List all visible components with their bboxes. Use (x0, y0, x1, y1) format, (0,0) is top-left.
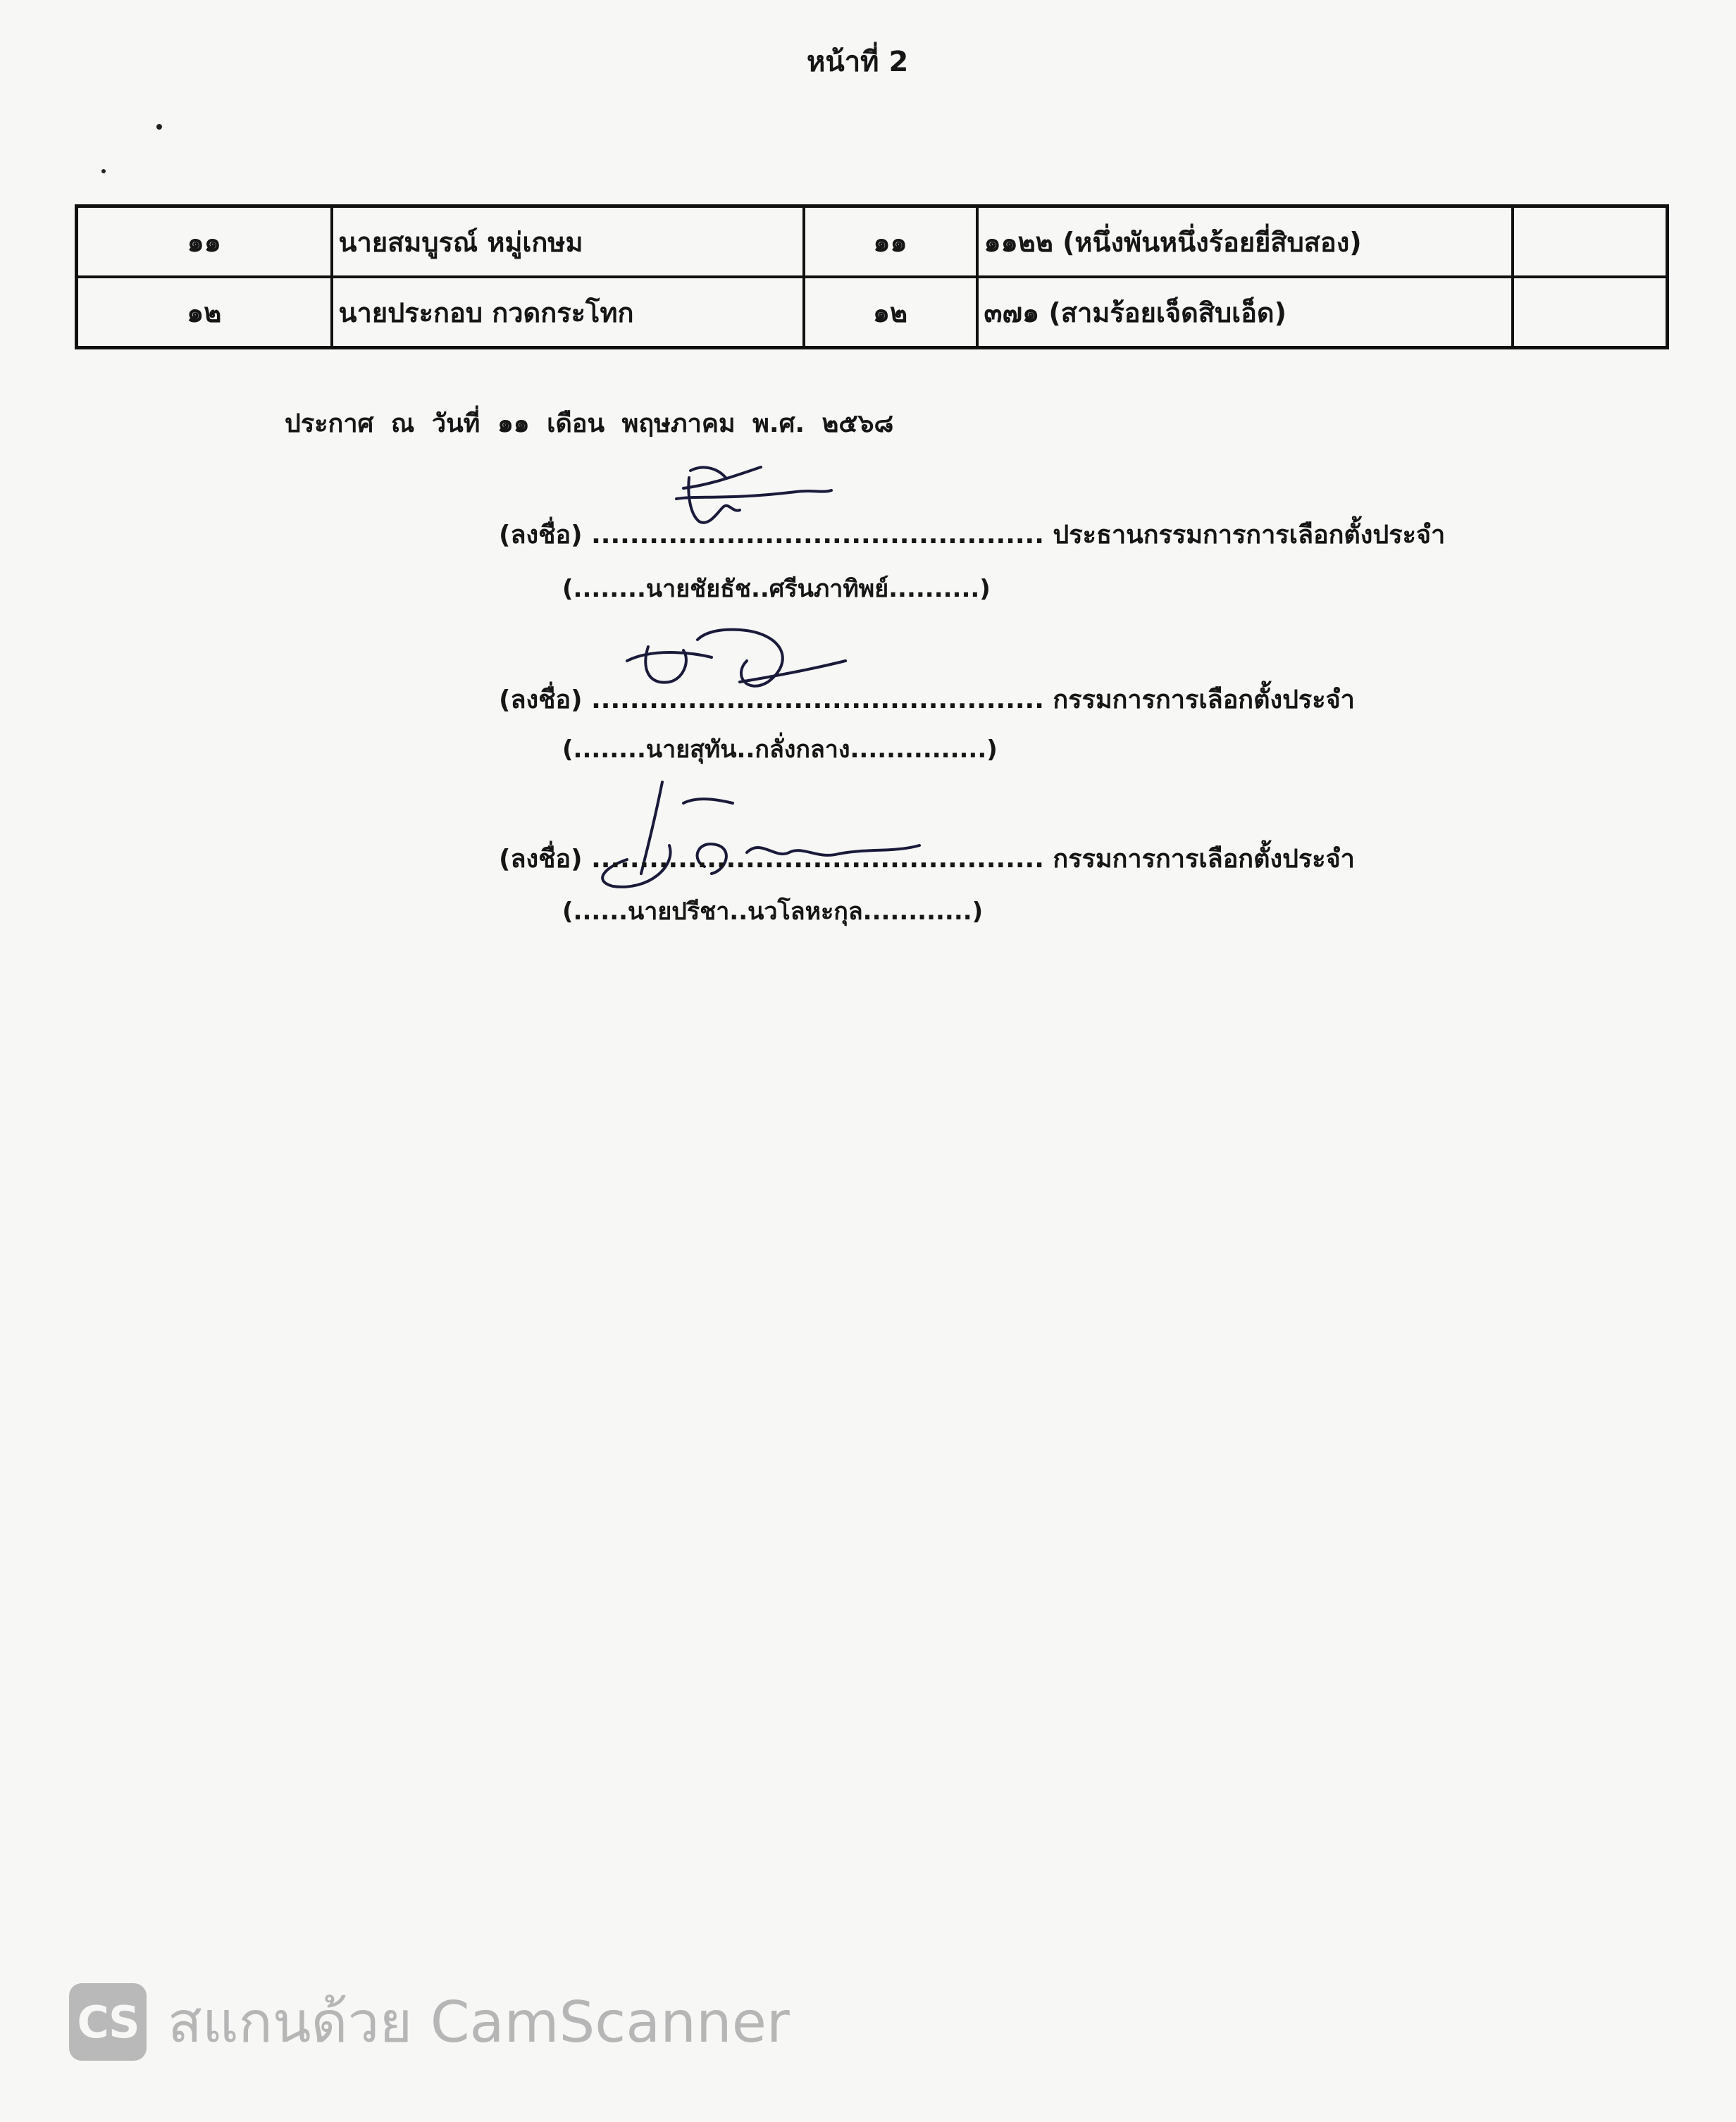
table-row (77, 277, 1668, 348)
scan-speck (101, 169, 106, 173)
row-order-cell: ๑๒ (77, 277, 332, 348)
candidate-number-cell: ๑๒ (804, 277, 977, 348)
candidate-name-cell: นายสมบูรณ์ หมู่เกษม (332, 206, 804, 278)
vote-count-cell: ๓๗๑ (สามร้อยเจ็ดสิบเอ็ด) (977, 277, 1513, 348)
remark-cell (1513, 206, 1668, 278)
results-table (75, 204, 1669, 349)
vote-count-cell: ๑๑๒๒ (หนึ่งพันหนึ่งร้อยยี่สิบสอง) (977, 206, 1513, 278)
signer-name-2: (........นายสุทัน..กลั่งกลาง...............) (562, 736, 998, 764)
remark-cell (1513, 277, 1668, 348)
camscanner-logo-icon (69, 1983, 147, 2061)
candidate-number-cell: ๑๑ (804, 206, 977, 278)
signature-line-3: (ลงชื่อ) ............................................... กรรมการการเลือกตั้งประจำ (499, 845, 1355, 874)
candidate-name-cell: นายประกอบ กวดกระโทก (332, 277, 804, 348)
camscanner-watermark (69, 1983, 790, 2061)
signer-name-1: (........นายชัยธัช..ศรีนภาทิพย์..........) (562, 575, 991, 603)
watermark-text: สแกนด้วย CamScanner (168, 1989, 790, 2055)
signer-name-3: (......นายปรีชา..นวโลหะกุล............) (562, 898, 984, 926)
table-row (77, 206, 1668, 278)
camscanner-logo-text: CS (77, 1996, 139, 2048)
row-order-cell: ๑๑ (77, 206, 332, 278)
signature-line-2: (ลงชื่อ) ............................................... กรรมการการเลือกตั้งประจำ (499, 685, 1355, 714)
announcement-date: ประกาศ ณ วันที่ ๑๑ เดือน พฤษภาคม พ.ศ. ๒๕๖๘ (285, 409, 894, 438)
scan-speck (156, 124, 162, 130)
page-number: หน้าที่ 2 (807, 46, 909, 78)
signature-line-1: (ลงชื่อ) ............................................... ประธานกรรมการการเลือกตั้งประจำ (499, 521, 1446, 550)
